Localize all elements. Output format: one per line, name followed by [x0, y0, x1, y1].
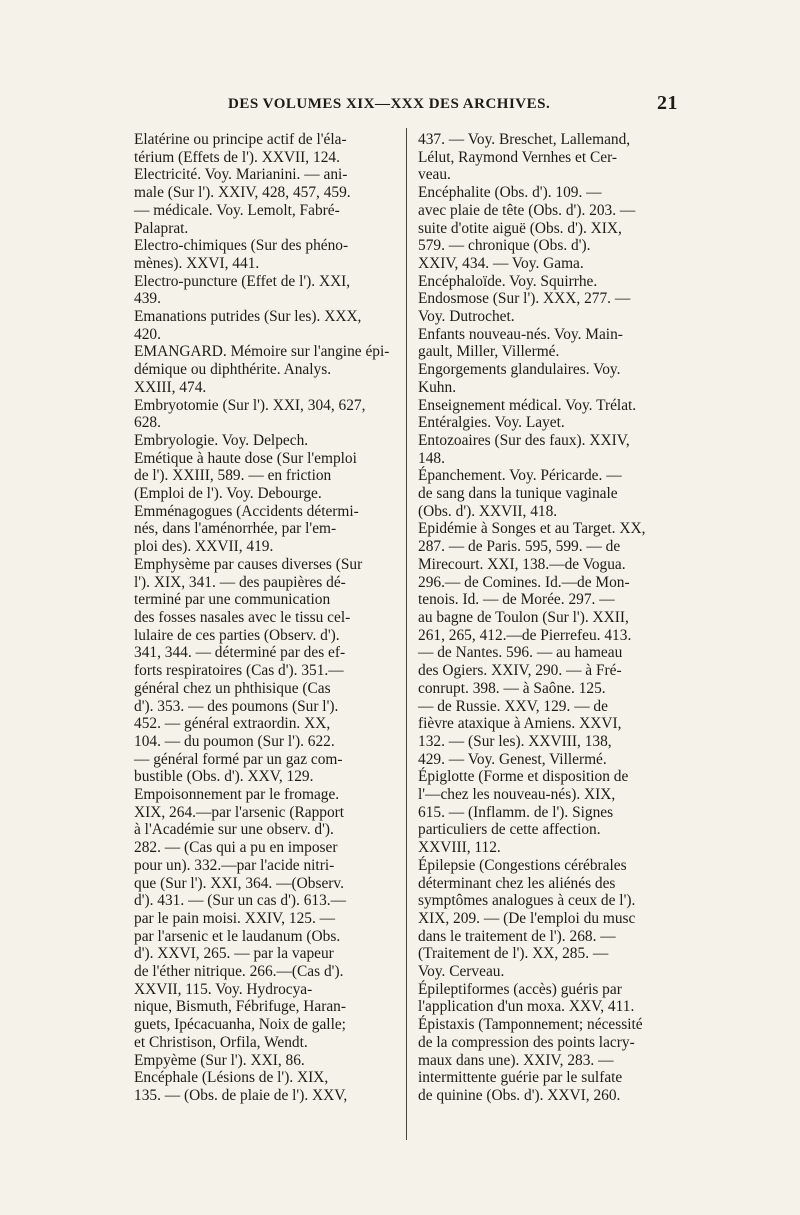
entry-line: terminé par une communication — [134, 591, 331, 609]
entry-line: par le pain moisi. XXIV, 125. — — [134, 909, 336, 927]
entry-line: démique ou diphthérite. Analys. — [134, 361, 332, 379]
entry-line: — général formé par un gaz com- — [134, 750, 343, 768]
entry-line: nés, dans l'aménorrhée, par l'em- — [134, 520, 337, 538]
entry-line: Electro-chimiques (Sur des phéno- — [134, 237, 349, 255]
entry-line: de quinine (Obs. d'). XXVI, 260. — [418, 1086, 621, 1104]
index-entry — [418, 131, 682, 184]
entry-line: Enseignement médical. Voy. Trélat. — [418, 396, 637, 414]
entry-line: (Emploi de l'). Voy. Debourge. — [134, 485, 322, 503]
index-entry — [418, 1016, 682, 1105]
index-entry — [134, 397, 398, 432]
index-entry — [134, 450, 398, 503]
entry-line: 104. — du poumon (Sur l'). 622. — [134, 732, 335, 750]
entry-line: Electricité. Voy. Marianini. — ani- — [134, 166, 348, 184]
entry-line: forts respiratoires (Cas d'). 351.— — [134, 662, 344, 680]
entry-line: 628. — [134, 414, 161, 432]
index-entry — [134, 343, 398, 396]
index-entry — [134, 786, 398, 1052]
entry-line: l'—chez les nouveau-nés). XIX, — [418, 786, 616, 804]
entry-line: XXVII, 115. Voy. Hydrocya- — [134, 980, 313, 998]
entry-line: intermittente guérie par le sulfate — [418, 1069, 623, 1087]
index-entry — [134, 556, 398, 786]
entry-line: à l'Académie sur une observ. d'). — [134, 821, 334, 839]
entry-line: Mirecourt. XXI, 138.—de Vogua. — [418, 555, 626, 573]
index-entry — [134, 237, 398, 272]
entry-line: général chez un phthisique (Cas — [134, 679, 331, 697]
index-entry — [418, 290, 682, 325]
entry-line: (Traitement de l'). XX, 285. — — [418, 945, 609, 963]
entry-line: 429. — Voy. Genest, Villermé. — [418, 750, 607, 768]
entry-line: Encéphaloïde. Voy. Squirrhe. — [418, 272, 598, 290]
entry-line: male (Sur l'). XXIV, 428, 457, 459. — [134, 184, 351, 202]
entry-line: avec plaie de tête (Obs. d'). 203. — — [418, 201, 636, 219]
entry-line: Voy. Cerveau. — [418, 963, 505, 981]
entry-line: Embryotomie (Sur l'). XXI, 304, 627, — [134, 396, 366, 414]
entry-line: de la compression des points lacry- — [418, 1033, 635, 1051]
entry-line: particuliers de cette affection. — [418, 821, 601, 839]
entry-line: fièvre ataxique à Amiens. XXVI, — [418, 715, 622, 733]
index-entry — [418, 432, 682, 467]
entry-line: Entozoaires (Sur des faux). XXIV, — [418, 431, 630, 449]
entry-line: ploi des). XXVII, 419. — [134, 538, 274, 556]
entry-line: Emétique à haute dose (Sur l'emploi — [134, 449, 357, 467]
index-entry — [418, 768, 682, 857]
entry-line: — médicale. Voy. Lemolt, Fabré- — [134, 201, 340, 219]
index-entry — [418, 414, 682, 432]
entry-line: Elatérine ou principe actif de l'éla- — [134, 131, 347, 148]
entry-line: Encéphalite (Obs. d'). 109. — — [418, 184, 602, 202]
entry-line: des Ogiers. XXIV, 290. — à Fré- — [418, 662, 622, 680]
running-title: DES VOLUMES XIX—XXX DES ARCHIVES. — [228, 96, 551, 112]
entry-line: par l'arsenic et le laudanum (Obs. — [134, 927, 341, 945]
entry-line: Endosmose (Sur l'). XXX, 277. — — [418, 290, 631, 308]
entry-line: Embryologie. Voy. Delpech. — [134, 431, 309, 449]
index-entry — [134, 131, 398, 166]
entry-line: térium (Effets de l'). XXVII, 124. — [134, 148, 340, 166]
entry-line: Emanations putrides (Sur les). XXX, — [134, 308, 362, 326]
entry-line: 439. — [134, 290, 161, 308]
entry-line: XIX, 209. — (De l'emploi du musc — [418, 909, 636, 927]
index-entry — [418, 273, 682, 291]
entry-line: tenois. Id. — de Morée. 297. — — [418, 591, 615, 609]
entry-line: suite d'otite aiguë (Obs. d'). XIX, — [418, 219, 622, 237]
entry-line: Entéralgies. Voy. Layet. — [418, 414, 565, 432]
entry-line: Épanchement. Voy. Péricarde. — — [418, 467, 622, 485]
entry-line: 261, 265, 412.—de Pierrefeu. 413. — [418, 626, 632, 644]
entry-line: d'). XXVI, 265. — par la vapeur — [134, 945, 334, 963]
entry-line: Épiglotte (Forme et disposition de — [418, 768, 629, 786]
entry-line: pour un). 332.—par l'acide nitri- — [134, 856, 335, 874]
index-entry — [418, 184, 682, 273]
page-number: 21 — [657, 92, 678, 114]
entry-line: Kuhn. — [418, 378, 457, 396]
entry-line: dans le traitement de l'). 268. — — [418, 927, 616, 945]
entry-line: EMANGARD. Mémoire sur l'angine épi- — [134, 343, 390, 361]
entry-line: de l'éther nitrique. 266.—(Cas d'). — [134, 963, 344, 981]
entry-line: guets, Ipécacuanha, Noix de galle; — [134, 1016, 346, 1034]
entry-line: Épilepsie (Congestions cérébrales — [418, 856, 627, 874]
entry-line: au bagne de Toulon (Sur l'). XXII, — [418, 608, 629, 626]
entry-line: — de Russie. XXV, 129. — de — [418, 697, 608, 715]
entry-line: déterminant chez les aliénés des — [418, 874, 616, 892]
entry-line: XIX, 264.—par l'arsenic (Rapport — [134, 803, 345, 821]
index-entry — [418, 520, 682, 768]
entry-line: 135. — (Obs. de plaie de l'). XXV, — [134, 1086, 348, 1104]
entry-line: 132. — (Sur les). XXVIII, 138, — [418, 732, 612, 750]
entry-line: symptômes analogues à ceux de l'). — [418, 892, 636, 910]
index-entry — [418, 467, 682, 520]
entry-line: 420. — [134, 325, 161, 343]
entry-line: Épistaxis (Tamponnement; nécessité — [418, 1016, 643, 1034]
entry-line: Lélut, Raymond Vernhes et Cer- — [418, 148, 618, 166]
entry-line: 341, 344. — déterminé par des ef- — [134, 644, 346, 662]
entry-line: 287. — de Paris. 595, 599. — de — [418, 538, 621, 556]
entry-line: de sang dans la tunique vaginale — [418, 485, 618, 503]
entry-line: lulaire de ces parties (Observ. d'). — [134, 626, 340, 644]
index-entry — [418, 397, 682, 415]
index-entry — [134, 308, 398, 343]
index-entry — [418, 981, 682, 1016]
entry-line: bustible (Obs. d'). XXV, 129. — [134, 768, 314, 786]
entry-line: Épileptiformes (accès) guéris par — [418, 980, 622, 998]
index-entry — [134, 432, 398, 450]
entry-line: — de Nantes. 596. — au hameau — [418, 644, 623, 662]
entry-line: Engorgements glandulaires. Voy. — [418, 361, 621, 379]
entry-line: Emphysème par causes diverses (Sur — [134, 555, 363, 573]
entry-line: de l'). XXIII, 589. — en friction — [134, 467, 332, 485]
entry-line: XXVIII, 112. — [418, 839, 501, 857]
column-divider — [406, 128, 407, 1140]
entry-line: 148. — [418, 449, 445, 467]
index-entry — [134, 503, 398, 556]
entry-line: des fosses nasales avec le tissu cel- — [134, 608, 351, 626]
entry-line: XXIV, 434. — Voy. Gama. — [418, 254, 584, 272]
entry-line: maux dans une). XXIV, 283. — — [418, 1051, 614, 1069]
entry-line: Empoisonnement par le fromage. — [134, 786, 340, 804]
entry-line: veau. — [418, 166, 451, 184]
entry-line: XXIII, 474. — [134, 378, 207, 396]
entry-line: mènes). XXVI, 441. — [134, 254, 260, 272]
index-entry — [134, 1052, 398, 1070]
entry-line: et Christison, Orfila, Wendt. — [134, 1033, 308, 1051]
entry-line: l'application d'un moxa. XXV, 411. — [418, 998, 635, 1016]
index-entry — [134, 273, 398, 308]
left-column — [134, 131, 398, 1105]
entry-line: Palaprat. — [134, 219, 189, 237]
entry-line: (Obs. d'). XXVII, 418. — [418, 502, 558, 520]
entry-line: Emménagogues (Accidents détermi- — [134, 502, 359, 520]
entry-line: gault, Miller, Villermé. — [418, 343, 560, 361]
entry-line: Electro-puncture (Effet de l'). XXI, — [134, 272, 351, 290]
entry-line: conrupt. 398. — à Saône. 125. — [418, 679, 606, 697]
index-entry — [134, 166, 398, 237]
entry-line: Empyème (Sur l'). XXI, 86. — [134, 1051, 305, 1069]
entry-line: 452. — général extraordin. XX, — [134, 715, 331, 733]
index-entry — [418, 326, 682, 361]
entry-line: 579. — chronique (Obs. d'). — [418, 237, 591, 255]
entry-line: Epidémie à Songes et au Target. XX, — [418, 520, 646, 538]
entry-line: d'). 431. — (Sur un cas d'). 613.— — [134, 892, 347, 910]
entry-line: d'). 353. — des poumons (Sur l'). — [134, 697, 339, 715]
index-entry — [134, 1069, 398, 1104]
entry-line: 296.— de Comines. Id.—de Mon- — [418, 573, 630, 591]
entry-line: Enfants nouveau-nés. Voy. Main- — [418, 325, 623, 343]
index-entry — [418, 361, 682, 396]
entry-line: 437. — Voy. Breschet, Lallemand, — [418, 131, 631, 148]
entry-line: 615. — (Inflamm. de l'). Signes — [418, 803, 614, 821]
entry-line: nique, Bismuth, Fébrifuge, Haran- — [134, 998, 347, 1016]
entry-line: Encéphale (Lésions de l'). XIX, — [134, 1069, 329, 1087]
entry-line: que (Sur l'). XXI, 364. —(Observ. — [134, 874, 344, 892]
right-column — [418, 131, 682, 1105]
entry-line: 282. — (Cas qui a pu en imposer — [134, 839, 338, 857]
entry-line: l'). XIX, 341. — des paupières dé- — [134, 573, 346, 591]
index-entry — [418, 857, 682, 981]
entry-line: Voy. Dutrochet. — [418, 308, 515, 326]
